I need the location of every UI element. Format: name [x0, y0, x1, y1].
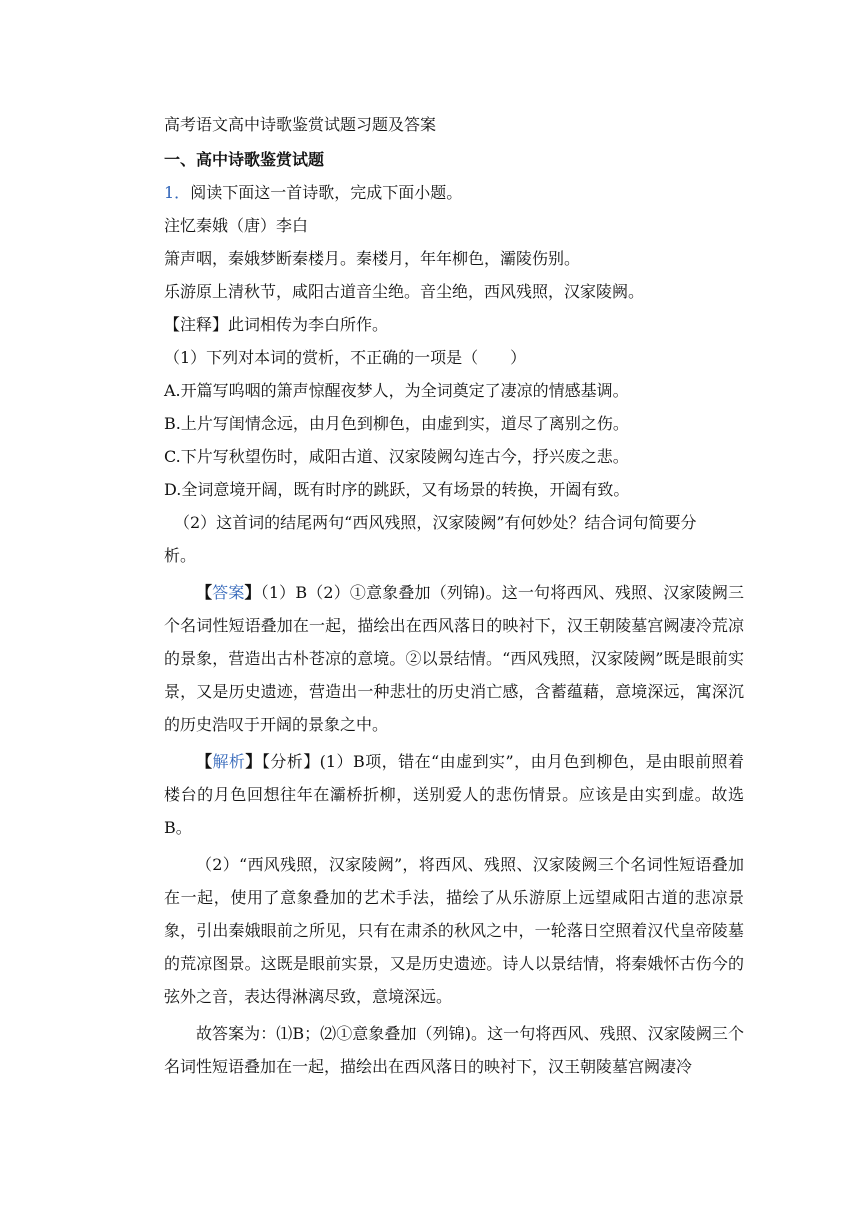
document-title: 高考语文高中诗歌鉴赏试题习题及答案: [164, 115, 437, 134]
sub-question-2-line-1: （2）这首词的结尾两句“西风残照，汉家陵阙”有何妙处？结合词句简要分: [174, 513, 697, 532]
answer-paragraph: [164, 576, 744, 741]
analysis-text: 【分析】(1）B项，错在“由虚到实”，由月色到柳色，是由眼前照着楼台的月色回想往年在灞桥折柳，送别爱人的悲伤情景。应该是由实到虚。故选 B。: [164, 752, 744, 837]
option-b: B.上片写闺情念远，由月色到柳色，由虚到实，道尽了离别之伤。: [164, 414, 629, 433]
option-d: D.全词意境开阔，既有时序的跳跃，又有场景的转换，开阖有致。: [164, 480, 630, 499]
poem-title: 注忆秦娥（唐）李白: [164, 216, 309, 235]
question-number: 1．: [164, 183, 191, 202]
answer-open-bracket: 【: [196, 583, 213, 602]
answer-tag: 答案: [212, 583, 245, 602]
answer-close-bracket: 】: [244, 583, 261, 602]
section-heading: 一、高中诗歌鉴赏试题: [164, 150, 325, 169]
document-content: [164, 108, 744, 1083]
answer-text: （1）B（2）①意象叠加（列锦)。这一句将西风、残照、汉家陵阙三个名词性短语叠加在一起，描绘出在西风落日的映衬下，汉王朝陵墓宫阙凄冷荒凉的景象，营造出古朴苍凉的意境。②以景结情。“西风残照，汉家陵阙”既是眼前实景，又是历史遗迹，营造出一种悲壮的历史消亡感，含蓄蕴藉，意境深远，寓深沉的历史浩叹于开阔的景象之中。: [164, 583, 744, 734]
sub-question-2-line-2: 析。: [164, 546, 197, 565]
analysis-open-bracket: 【: [196, 752, 213, 771]
analysis-paragraph-2: （2）“西风残照，汉家陵阙”，将西风、残照、汉家陵阙三个名词性短语叠加在一起，使用了意象叠加的艺术手法，描绘了从乐游原上远望咸阳古道的悲凉景象，引出秦娥眼前之所见，只有在肃杀的秋风之中，一轮落日空照着汉代皇帝陵墓的荒凉图景。这既是眼前实景，又是历史遗迹。诗人以景结情，将秦娥怀古伤今的弦外之音，表达得淋漓尽致，意境深远。: [164, 855, 744, 1006]
question-prompt: 阅读下面这一首诗歌，完成下面小题。: [190, 183, 463, 202]
option-a: A.开篇写呜咽的箫声惊醒夜梦人，为全词奠定了凄凉的情感基调。: [164, 381, 629, 400]
final-answer-paragraph: 故答案为：⑴B；⑵①意象叠加（列锦)。这一句将西风、残照、汉家陵阙三个名词性短语叠加在一起，描绘出在西风落日的映衬下，汉王朝陵墓宫阙凄冷: [164, 1024, 744, 1076]
question-line: [164, 176, 744, 209]
poem-line-2: 乐游原上清秋节，咸阳古道音尘绝。音尘绝，西风残照，汉家陵阙。: [164, 282, 645, 301]
sub-question-1: （1）下列对本词的赏析，不正确的一项是（ ）: [164, 348, 527, 367]
option-c: C.下片写秋望伤时，咸阳古道、汉家陵阙勾连古今，抒兴废之悲。: [164, 447, 629, 466]
analysis-tag: 解析: [212, 752, 246, 771]
poem-line-1: 箫声咽，秦娥梦断秦楼月。秦楼月，年年柳色，灞陵伤别。: [164, 249, 581, 268]
analysis-close-bracket: 】: [245, 752, 262, 771]
poem-note: 【注释】此词相传为李白所作。: [164, 315, 389, 334]
analysis-paragraph: [164, 745, 744, 844]
